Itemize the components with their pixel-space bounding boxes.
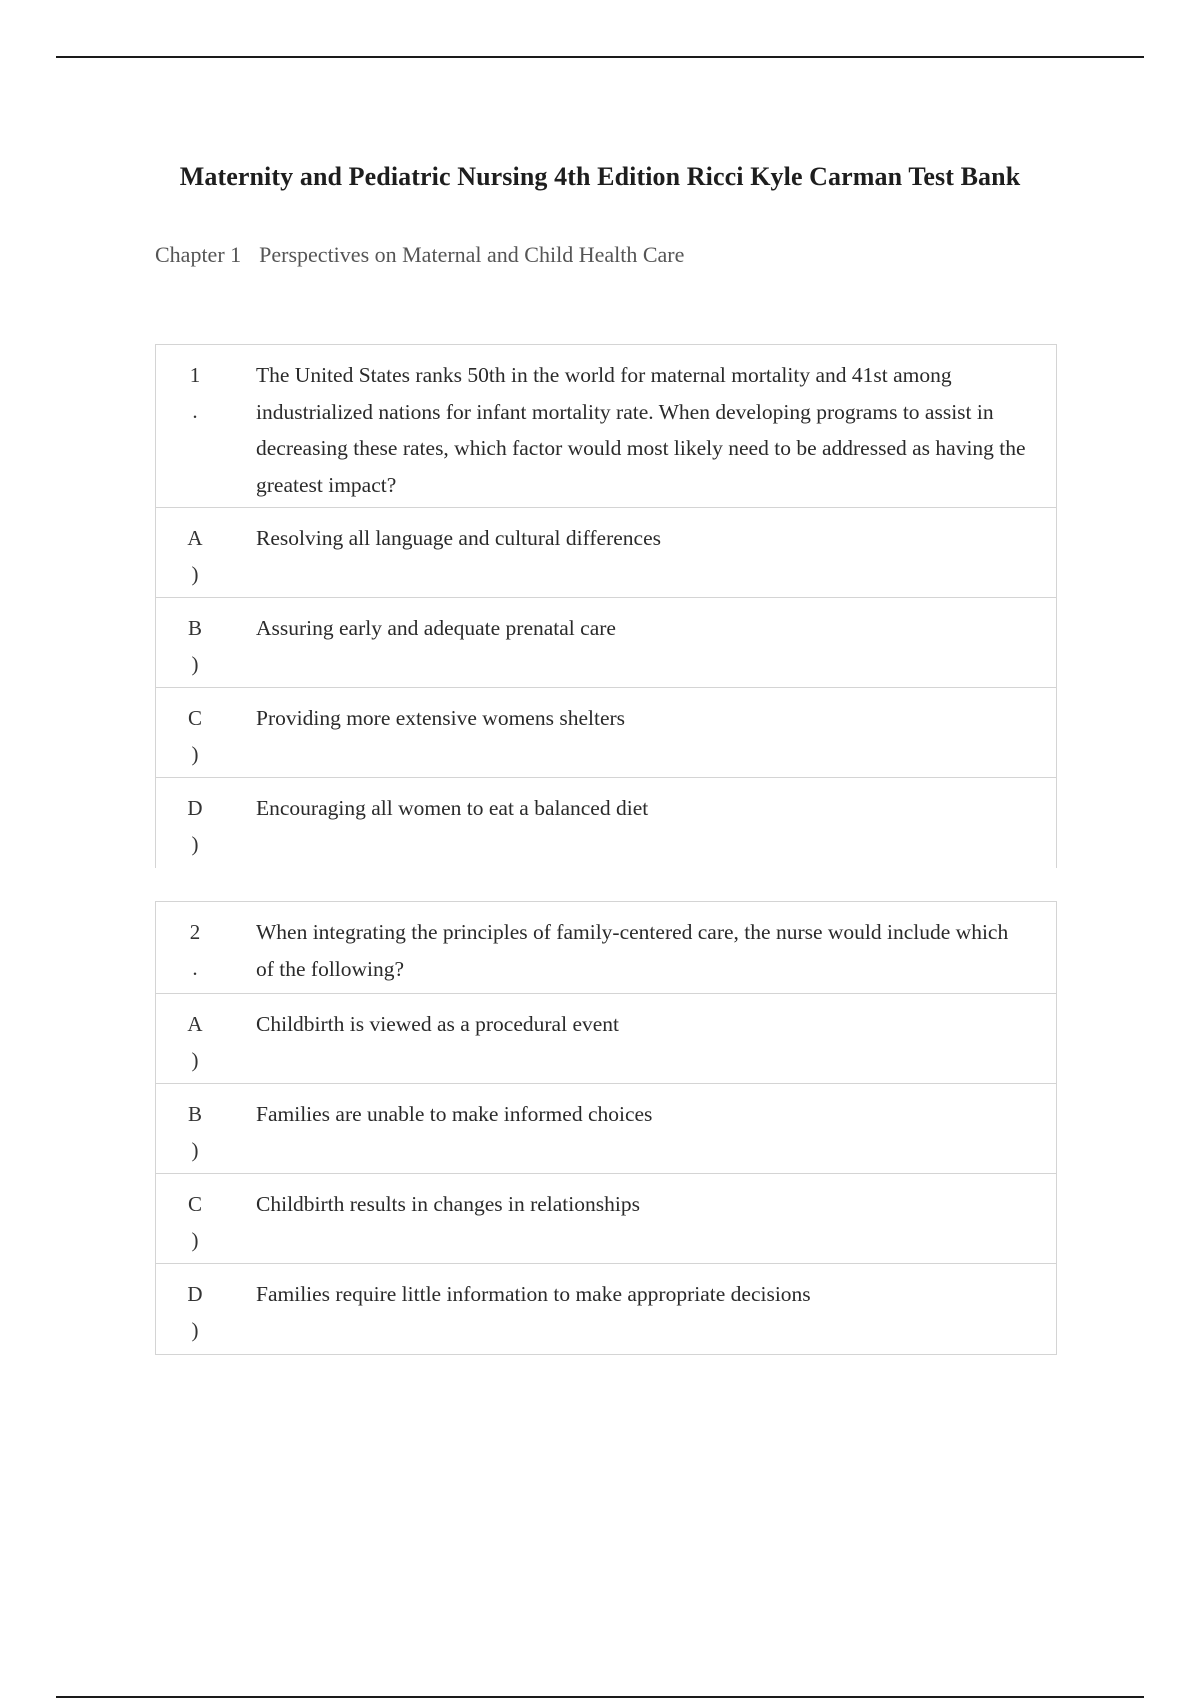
option-row-a[interactable] <box>156 994 1056 1084</box>
question-text: The United States ranks 50th in the world for maternal mortality and 41st among industrialized nations for infant mortality rate. When developing programs to assist in decreasing these rates, which factor would most likely need to be addressed as having the greatest impact? <box>256 363 1026 497</box>
option-row-b[interactable] <box>156 1084 1056 1174</box>
option-text: Resolving all language and cultural differences <box>256 526 661 550</box>
option-row-c[interactable] <box>156 1174 1056 1264</box>
header-rule <box>56 56 1144 58</box>
chapter-number: Chapter 1 <box>155 242 242 267</box>
option-letter: B ) <box>187 1102 202 1162</box>
question-number: 2 . <box>189 920 201 980</box>
chapter-title: Perspectives on Maternal and Child Health Care <box>259 242 685 267</box>
chapter-heading <box>155 242 684 268</box>
option-letter: C ) <box>187 1192 202 1252</box>
option-text: Providing more extensive womens shelters <box>256 706 626 730</box>
option-text: Families require little information to make appropriate decisions <box>256 1282 811 1306</box>
option-letter: A ) <box>187 1012 203 1072</box>
option-row-c[interactable] <box>156 688 1056 778</box>
option-letter: D ) <box>187 796 203 856</box>
option-row-a[interactable] <box>156 508 1056 598</box>
option-text: Childbirth is viewed as a procedural event <box>256 1012 620 1036</box>
document-title: Maternity and Pediatric Nursing 4th Edition Ricci Kyle Carman Test Bank <box>179 162 1021 191</box>
option-letter: D ) <box>187 1282 203 1342</box>
question-row <box>156 345 1056 508</box>
option-letter: A ) <box>187 526 203 586</box>
option-text: Families are unable to make informed choices <box>256 1102 653 1126</box>
option-row-d[interactable] <box>156 778 1056 868</box>
footer-rule <box>56 1696 1144 1698</box>
option-row-d[interactable] <box>156 1264 1056 1354</box>
option-text: Encouraging all women to eat a balanced diet <box>256 796 649 820</box>
option-text: Childbirth results in changes in relationships <box>256 1192 640 1216</box>
option-letter: C ) <box>187 706 202 766</box>
question-text: When integrating the principles of family-centered care, the nurse would include which of the following? <box>256 920 1009 981</box>
question-2-table <box>155 901 1057 1355</box>
option-letter: B ) <box>187 616 202 676</box>
question-row <box>156 902 1056 994</box>
option-row-b[interactable] <box>156 598 1056 688</box>
question-1-table <box>155 344 1057 868</box>
option-text: Assuring early and adequate prenatal care <box>256 616 616 640</box>
question-number: 1 . <box>189 363 201 423</box>
